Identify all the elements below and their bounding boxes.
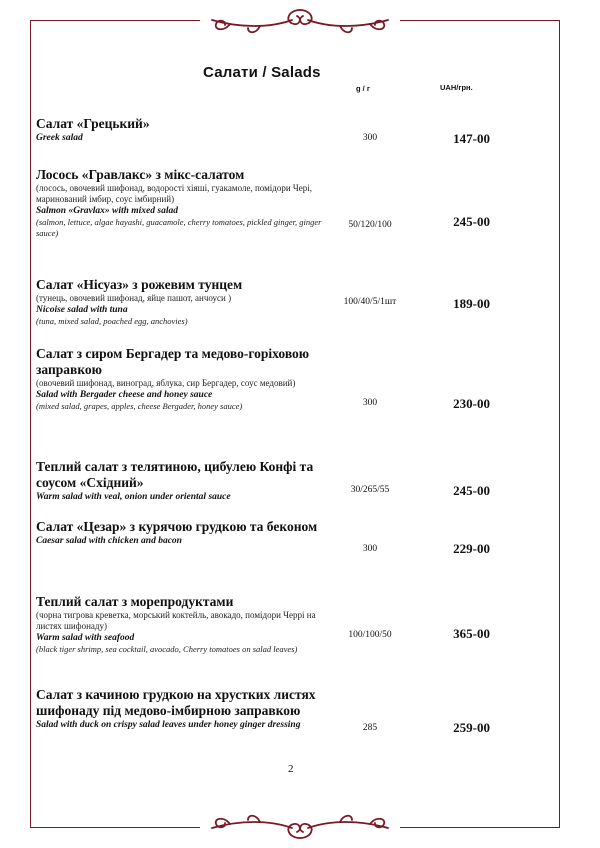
item-name-en: Salmon «Gravlax» with mixed salad bbox=[36, 206, 178, 216]
item-description: (тунець, овочевий шифонад, яйце пашот, анчоуси ) bbox=[36, 293, 232, 303]
item-name: Теплий салат з морепродуктами bbox=[36, 594, 234, 609]
item-price: 147-00 bbox=[453, 131, 490, 146]
item-description-en: (salmon, lettuce, algae hayashi, guacamole, cherry tomatoes, pickled ginger, ginger sauce) bbox=[36, 217, 322, 238]
item-name: Салат «Грецький» bbox=[36, 116, 150, 131]
item-description-en: (black tiger shrimp, sea cocktail, avocado, Cherry tomatoes on salad leaves) bbox=[36, 644, 298, 654]
item-name-en: Nicoise salad with tuna bbox=[36, 305, 128, 315]
item-price: 229-00 bbox=[453, 541, 490, 556]
item-name-en: Greek salad bbox=[36, 133, 83, 143]
menu-item-salmon-gravlax bbox=[36, 167, 326, 239]
item-name: Теплий салат з телятиною, цибулею Конфі та соусом «Східний» bbox=[36, 459, 314, 490]
item-weight: 100/100/50 bbox=[348, 630, 392, 640]
weight-column-header: g / г bbox=[356, 84, 370, 93]
item-name-en: Caesar salad with chicken and bacon bbox=[36, 536, 182, 546]
menu-item-duck bbox=[36, 687, 326, 731]
item-weight: 300 bbox=[362, 398, 378, 408]
item-name: Салат з качиною грудкою на хрустких листях шифонаду під медово-імбирною заправкою bbox=[36, 687, 316, 718]
item-name: Салат «Цезар» з курячою грудкою та беконом bbox=[36, 519, 318, 534]
menu-item-greek-salad bbox=[36, 116, 326, 144]
item-weight: 50/120/100 bbox=[348, 220, 392, 230]
item-name-en: Salad with Bergader cheese and honey sauce bbox=[36, 390, 213, 400]
item-name: Лосось «Гравлакс» з мікс-салатом bbox=[36, 167, 245, 182]
item-description: (чорна тигрова креветка, морський коктейль, авокадо, помідори Черрі на листях шифонаду) bbox=[36, 610, 316, 631]
menu-item-caesar bbox=[36, 519, 326, 547]
item-weight: 285 bbox=[362, 723, 378, 733]
item-price: 365-00 bbox=[453, 626, 490, 641]
ornament-bottom bbox=[200, 806, 400, 846]
item-description: (лосось, овочевий шифонад, водорості хіяші, гуакамоле, помідори Чері, маринований імбир, соус імбирний) bbox=[36, 183, 313, 204]
item-description-en: (tuna, mixed salad, poached egg, anchovies) bbox=[36, 316, 188, 326]
menu-item-nicoise bbox=[36, 277, 326, 327]
item-weight: 30/265/55 bbox=[350, 485, 390, 495]
price-column-header: UAH/грн. bbox=[440, 83, 473, 92]
item-price: 245-00 bbox=[453, 483, 490, 498]
item-price: 189-00 bbox=[453, 296, 490, 311]
item-price: 245-00 bbox=[453, 214, 490, 229]
item-name-en: Warm salad with seafood bbox=[36, 633, 135, 643]
item-name-en: Salad with duck on crispy salad leaves under honey ginger dressing bbox=[36, 720, 301, 730]
item-description-en: (mixed salad, grapes, apples, cheese Bergader, honey sauce) bbox=[36, 401, 243, 411]
item-name-en: Warm salad with veal, onion under oriental sauce bbox=[36, 492, 231, 502]
menu-item-warm-veal bbox=[36, 459, 326, 503]
ornament-top bbox=[200, 2, 400, 42]
item-weight: 300 bbox=[362, 544, 378, 554]
item-description: (овочевий шифонад, виноград, яблука, сир Бергадер, соус медовий) bbox=[36, 378, 296, 388]
item-weight: 100/40/5/1шт bbox=[343, 297, 397, 307]
item-weight: 300 bbox=[362, 133, 378, 143]
item-name: Салат з сиром Бергадер та медово-горіховою заправкою bbox=[36, 346, 310, 377]
item-price: 230-00 bbox=[453, 396, 490, 411]
menu-item-bergader bbox=[36, 346, 326, 412]
item-name: Салат «Нісуаз» з рожевим тунцем bbox=[36, 277, 243, 292]
menu-item-warm-seafood bbox=[36, 594, 326, 655]
page-number: 2 bbox=[288, 763, 294, 775]
item-price: 259-00 bbox=[453, 720, 490, 735]
page-title: Салати / Salads bbox=[203, 64, 321, 81]
